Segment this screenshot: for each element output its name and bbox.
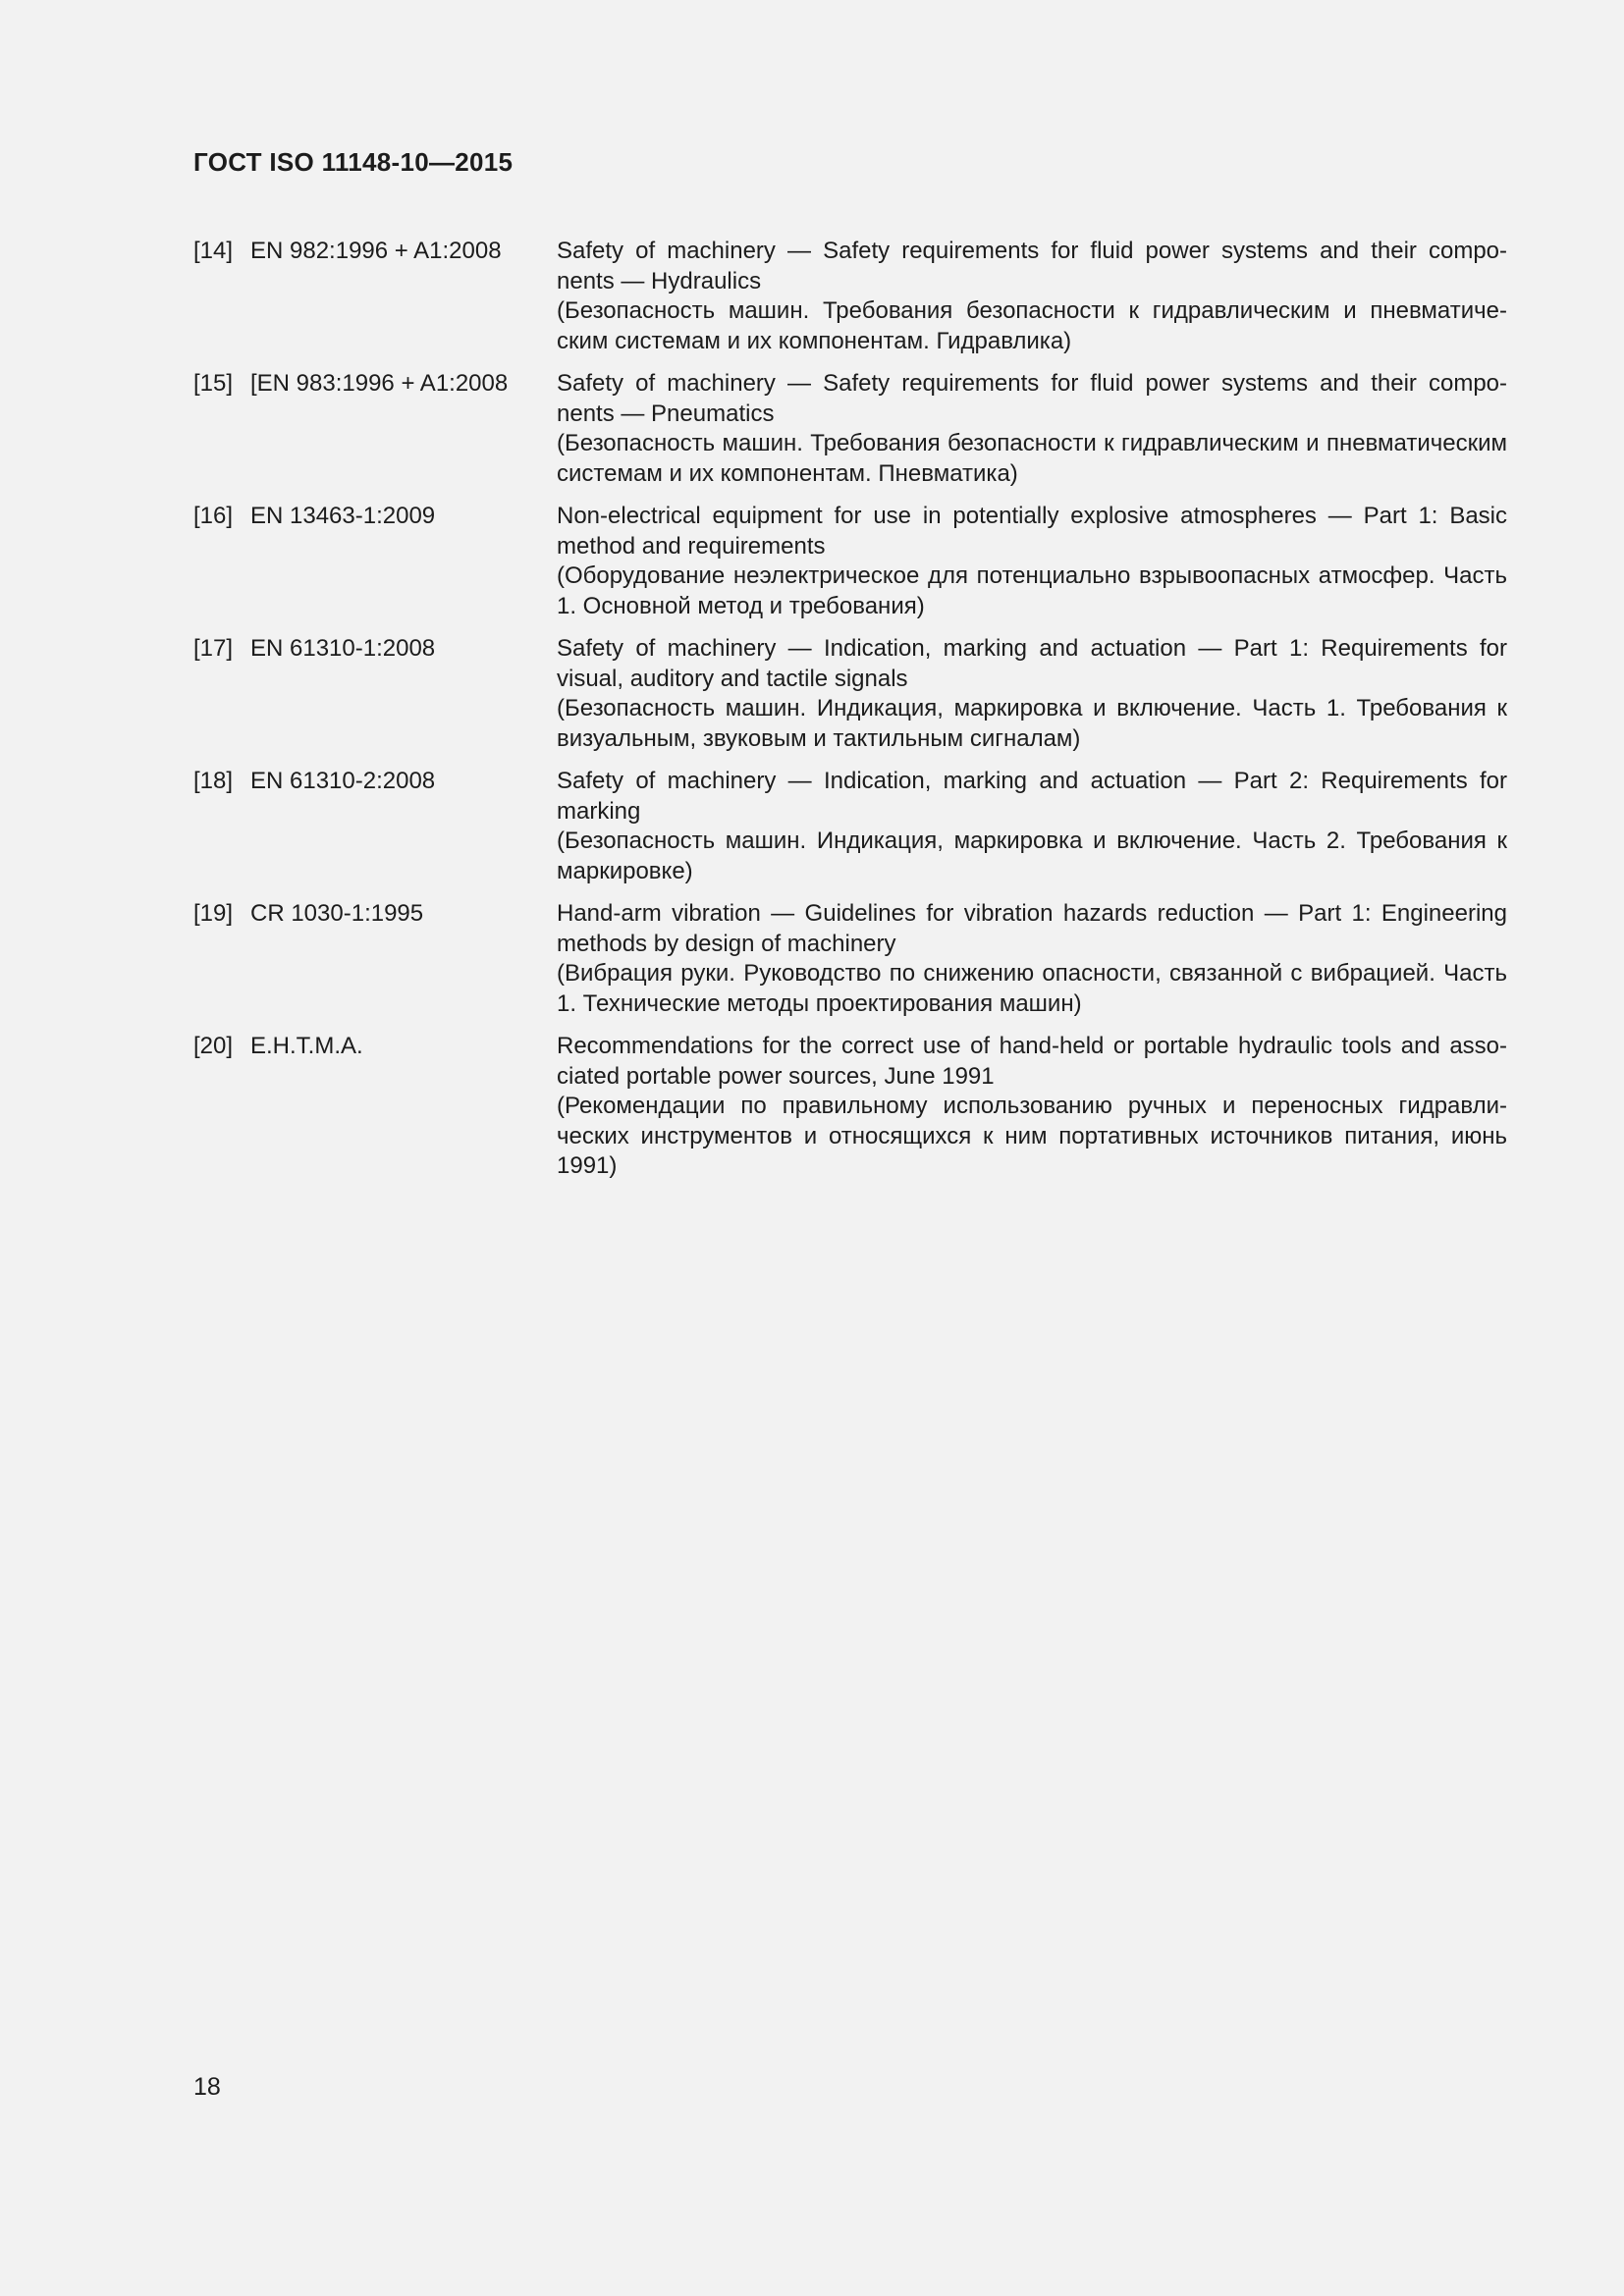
reference-code: EN 61310-1:2008 <box>250 635 436 662</box>
reference-item <box>193 1032 1507 1182</box>
reference-item <box>193 237 1507 356</box>
reference-code: EN 13463-1:2009 <box>250 503 436 529</box>
reference-description <box>557 899 1507 1019</box>
reference-title-en: Non-electrical equipment for use in potentially explosive atmospheres — Part 1: Basic method and requirements <box>557 503 1507 560</box>
reference-item <box>193 634 1507 754</box>
bibliography-list <box>193 237 1507 1195</box>
reference-description <box>557 502 1507 621</box>
reference-title-en: Safety of machinery — Safety requirements for fluid power systems and their compo- nents — Hydraulics <box>557 238 1507 294</box>
reference-item <box>193 767 1507 886</box>
reference-code: EN 61310-2:2008 <box>250 768 436 794</box>
reference-item <box>193 899 1507 1019</box>
reference-description <box>557 237 1507 356</box>
reference-title-en: Safety of machinery — Safety requirements for fluid power systems and their compo- nents — Pneumatics <box>557 370 1507 427</box>
reference-number: [20] <box>193 1033 234 1059</box>
reference-title-en: Safety of machinery — Indication, marking and actuation — Part 2: Requirements for marking <box>557 768 1507 825</box>
reference-code: [EN 983:1996 + A1:2008 <box>250 370 509 397</box>
reference-number: [15] <box>193 370 234 397</box>
page-header: ГОСТ ISO 11148-10—2015 <box>193 147 514 177</box>
reference-title-ru: (Безопасность машин. Индикация, маркировка и включение. Часть 2. Требования к маркировке) <box>557 828 1507 884</box>
reference-title-ru: (Оборудование неэлектрическое для потенциально взрывоопасных атмосфер. Часть 1. Основной метод и требования) <box>557 562 1507 619</box>
reference-code: EN 982:1996 + A1:2008 <box>250 238 502 264</box>
page-number: 18 <box>193 2073 221 2101</box>
reference-code: CR 1030-1:1995 <box>250 900 424 927</box>
reference-number: [14] <box>193 238 234 264</box>
reference-title-ru: (Вибрация руки. Руководство по снижению опасности, связанной с вибрацией. Часть 1. Технические методы проектирования машин) <box>557 960 1507 1017</box>
reference-title-ru: (Безопасность машин. Требования безопасности к гидравлическим и пневматическим системам и их компонентам. Пневматика) <box>557 430 1507 487</box>
reference-description <box>557 369 1507 489</box>
reference-code: E.H.T.M.A. <box>250 1033 363 1059</box>
reference-title-en: Hand-arm vibration — Guidelines for vibration hazards reduction — Part 1: Engineering methods by design of machinery <box>557 900 1507 957</box>
reference-description <box>557 1032 1507 1182</box>
reference-number: [17] <box>193 635 234 662</box>
reference-title-en: Safety of machinery — Indication, marking and actuation — Part 1: Requirements for visual, auditory and tactile signals <box>557 635 1507 692</box>
reference-title-ru: (Безопасность машин. Индикация, маркировка и включение. Часть 1. Требования к визуальным, звуковым и тактильным сигналам) <box>557 695 1507 752</box>
reference-title-ru: (Рекомендации по правильному использованию ручных и переносных гидравли- ческих инструментов и относящихся к ним портативных источников питания, июнь 1991) <box>557 1093 1507 1179</box>
reference-description <box>557 767 1507 886</box>
reference-item <box>193 369 1507 489</box>
reference-number: [18] <box>193 768 234 794</box>
reference-description <box>557 634 1507 754</box>
reference-item <box>193 502 1507 621</box>
reference-title-ru: (Безопасность машин. Требования безопасности к гидравлическим и пневматиче- ским системам и их компонентам. Гидравлика) <box>557 297 1507 354</box>
reference-number: [16] <box>193 503 234 529</box>
reference-number: [19] <box>193 900 234 927</box>
reference-title-en: Recommendations for the correct use of hand-held or portable hydraulic tools and asso- ciated portable power sources, June 1991 <box>557 1033 1507 1090</box>
